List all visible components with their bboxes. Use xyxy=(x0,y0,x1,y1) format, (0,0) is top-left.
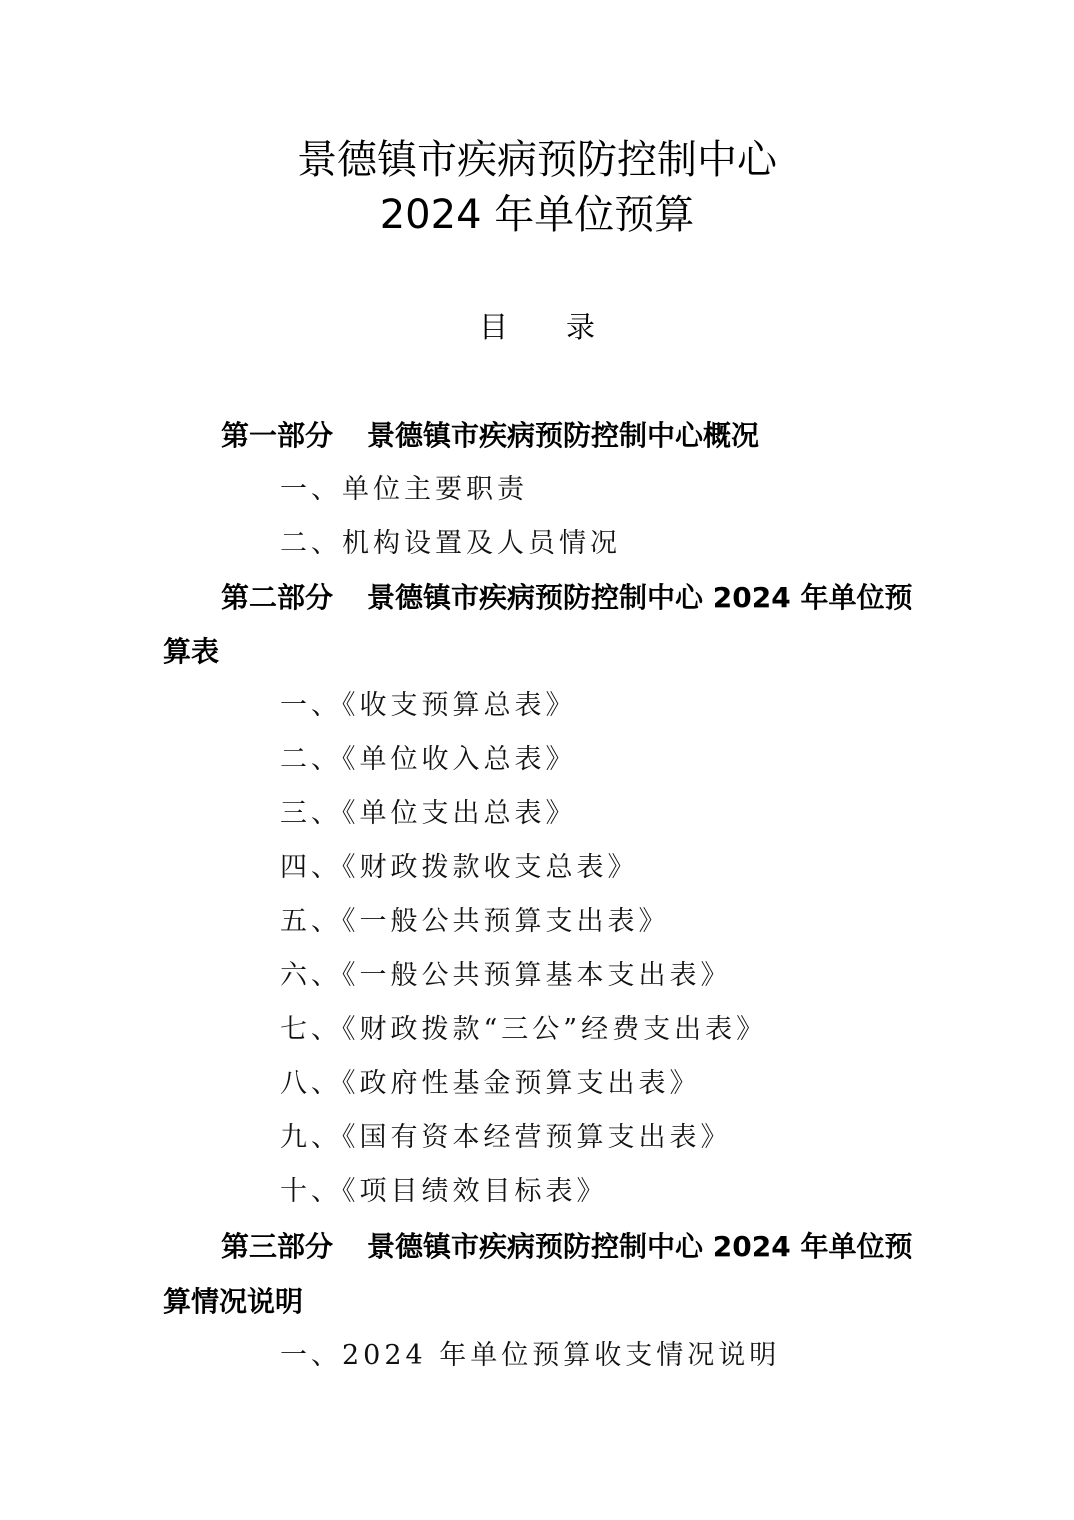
toc-item: 八、《政府性基金预算支出表》 xyxy=(280,1068,701,1099)
toc-item: 二、《单位收入总表》 xyxy=(280,744,577,775)
toc-item: 四、《财政拨款收支总表》 xyxy=(280,852,639,883)
document-title-line1: 景德镇市疾病预防控制中心 xyxy=(297,137,777,183)
part3-title-line1: 景德镇市疾病预防控制中心 2024 年单位预 xyxy=(367,1230,913,1263)
part3-title-line2: 算情况说明 xyxy=(163,1285,304,1318)
document-title-line2: 2024 年单位预算 xyxy=(379,192,695,238)
toc-item: 六、《一般公共预算基本支出表》 xyxy=(280,960,732,991)
part1-heading xyxy=(221,419,759,453)
part2-title-line2: 算表 xyxy=(163,635,220,668)
toc-item: 十、《项目绩效目标表》 xyxy=(280,1176,608,1207)
part3-label: 第三部分 xyxy=(221,1230,334,1263)
part1-label: 第一部分 xyxy=(221,419,334,452)
toc-item: 一、单位主要职责 xyxy=(280,474,528,505)
toc-item: 九、《国有资本经营预算支出表》 xyxy=(280,1122,732,1153)
toc-item: 一、《收支预算总表》 xyxy=(280,690,577,721)
toc-item: 五、《一般公共预算支出表》 xyxy=(280,906,670,937)
part1-title: 景德镇市疾病预防控制中心概况 xyxy=(367,419,760,452)
part2-label: 第二部分 xyxy=(221,581,334,614)
part2-title-line1: 景德镇市疾病预防控制中心 2024 年单位预 xyxy=(367,581,913,614)
toc-item: 三、《单位支出总表》 xyxy=(280,798,577,829)
part3-heading xyxy=(221,1230,912,1264)
toc-item: 二、机构设置及人员情况 xyxy=(280,528,621,559)
toc-heading: 目录 xyxy=(478,310,653,344)
part2-heading xyxy=(221,581,912,615)
toc-item: 一、2024 年单位预算收支情况说明 xyxy=(280,1340,781,1371)
toc-item: 七、《财政拨款“三公”经费支出表》 xyxy=(280,1014,768,1045)
